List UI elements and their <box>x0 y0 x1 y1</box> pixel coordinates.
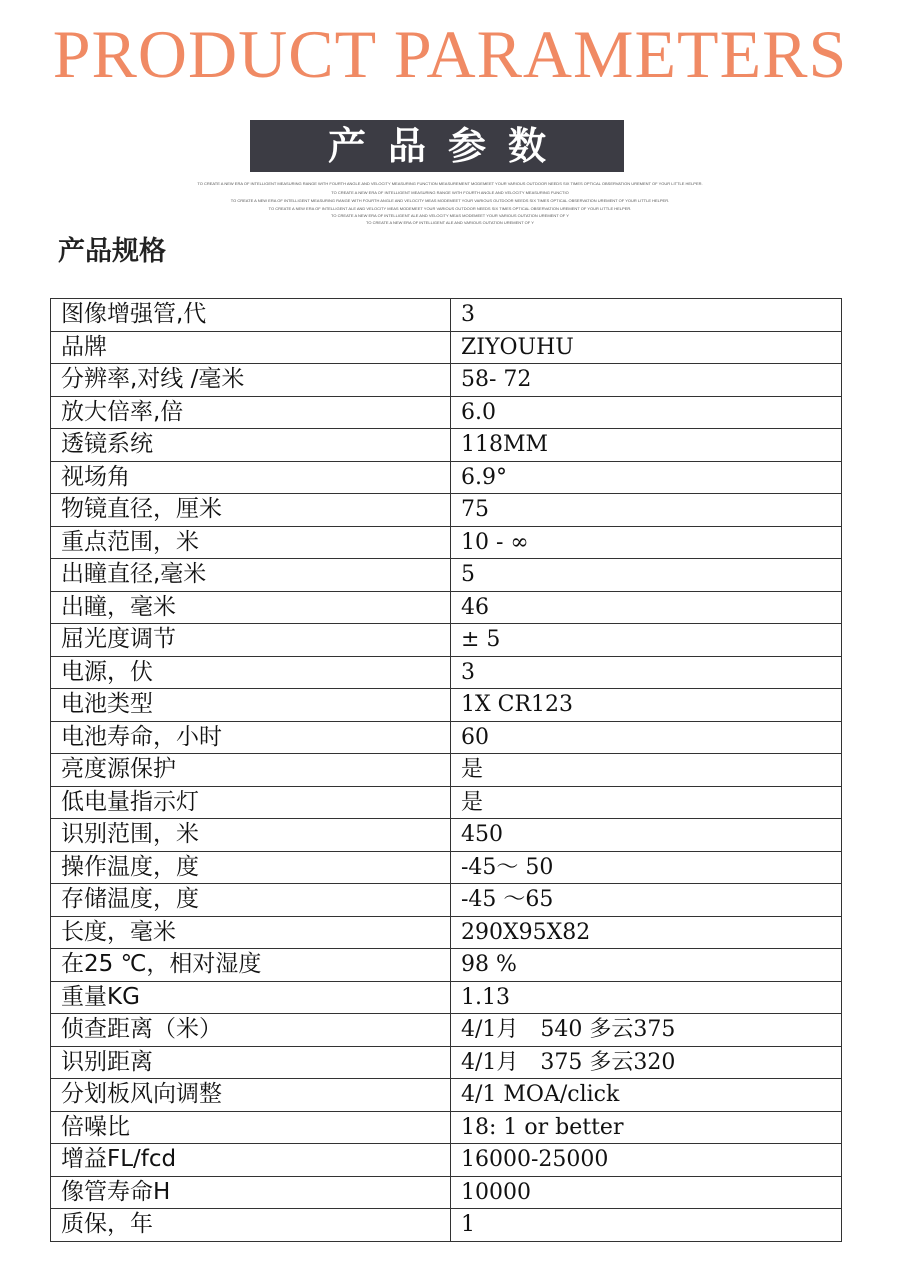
spec-row <box>51 559 842 592</box>
spec-value: -45～ 50 <box>451 851 842 884</box>
spec-value: 1.13 <box>451 981 842 1014</box>
spec-row <box>51 1144 842 1177</box>
spec-row <box>51 461 842 494</box>
spec-label: 分辨率,对线 /毫米 <box>51 364 451 397</box>
spec-label: 物镜直径，厘米 <box>51 494 451 527</box>
spec-row <box>51 1111 842 1144</box>
spec-value: 是 <box>451 786 842 819</box>
spec-value: 1 <box>451 1209 842 1242</box>
spec-label: 电源，伏 <box>51 656 451 689</box>
tagline-line: TO CREATE A NEW ERA OF INTELLIGENT MEASURING RANGE WITH FOURTH ANGLE AND VELOCITY MEAS MODEMEET YOUR VARIOUS OUTDOOR NEEDS SIX TIMES OPTICAL OBSERVATION UREMENT OF YOUR LITTLE HELPER. <box>230 198 670 203</box>
tagline-line: TO CREATE A NEW ERA OF INTELLIGENT MEASURING RANGE WITH FOURTH ANGLE AND VELOCITY MEASURING FUNCTIO <box>331 190 569 195</box>
spec-row <box>51 1079 842 1112</box>
spec-label: 质保，年 <box>51 1209 451 1242</box>
spec-row <box>51 754 842 787</box>
spec-value: 4/1月 540 多云375 <box>451 1014 842 1047</box>
spec-row <box>51 949 842 982</box>
spec-value: 16000-25000 <box>451 1144 842 1177</box>
spec-label: 电池类型 <box>51 689 451 722</box>
spec-value: 10 - ∞ <box>451 526 842 559</box>
spec-value: 290X95X82 <box>451 916 842 949</box>
spec-row <box>51 1046 842 1079</box>
spec-label: 在25 ℃，相对湿度 <box>51 949 451 982</box>
spec-label: 重点范围，米 <box>51 526 451 559</box>
spec-label: 品牌 <box>51 331 451 364</box>
spec-row <box>51 624 842 657</box>
spec-label: 视场角 <box>51 461 451 494</box>
spec-row <box>51 884 842 917</box>
spec-label: 重量KG <box>51 981 451 1014</box>
spec-row <box>51 819 842 852</box>
spec-label: 操作温度，度 <box>51 851 451 884</box>
spec-value: ± 5 <box>451 624 842 657</box>
spec-label: 识别距离 <box>51 1046 451 1079</box>
tagline-line: TO CREATE A NEW ERA OF INTELLIGENT ALE AND VELOCITY MEAS MODEMEET YOUR VARIOUS OUTATION UREMENT OF Y <box>331 213 569 218</box>
spec-label: 分划板风向调整 <box>51 1079 451 1112</box>
spec-value: 118MM <box>451 429 842 462</box>
spec-label: 倍噪比 <box>51 1111 451 1144</box>
spec-value: 98 % <box>451 949 842 982</box>
spec-label: 识别范围，米 <box>51 819 451 852</box>
spec-row <box>51 721 842 754</box>
spec-value: ZIYOUHU <box>451 331 842 364</box>
spec-value: 3 <box>451 299 842 332</box>
tagline-line: TO CREATE A NEW ERA OF INTELLIGENT ALE AND VARIOUS OUTATION UREMENT OF Y <box>366 220 534 225</box>
spec-label: 出瞳直径,毫米 <box>51 559 451 592</box>
spec-label: 出瞳，毫米 <box>51 591 451 624</box>
spec-label: 存储温度，度 <box>51 884 451 917</box>
spec-row <box>51 656 842 689</box>
spec-row <box>51 331 842 364</box>
spec-row <box>51 494 842 527</box>
spec-value: 1X CR123 <box>451 689 842 722</box>
spec-label: 放大倍率,倍 <box>51 396 451 429</box>
spec-label: 增益FL/fcd <box>51 1144 451 1177</box>
spec-value: 5 <box>451 559 842 592</box>
spec-row <box>51 851 842 884</box>
spec-value: 6.0 <box>451 396 842 429</box>
spec-label: 低电量指示灯 <box>51 786 451 819</box>
spec-row <box>51 1209 842 1242</box>
tagline-line: TO CREATE A NEW ERA OF INTELLIGENT MEASURING RANGE WITH FOURTH ANGLE AND VELOCITY MEASURING FUNCTION MEASUREMENT MODEMEET YOUR VARIOUS OUTDOOR NEEDS SIX TIMES OPTICAL OBSERVATION UREMENT OF YOUR LITTLE HELPER. <box>197 181 703 186</box>
spec-value: 4/1月 375 多云320 <box>451 1046 842 1079</box>
spec-value: 是 <box>451 754 842 787</box>
spec-row <box>51 364 842 397</box>
spec-row <box>51 786 842 819</box>
spec-value: 60 <box>451 721 842 754</box>
spec-row <box>51 299 842 332</box>
page-title-cn: 产品参数 <box>250 120 624 172</box>
spec-label: 图像增强管,代 <box>51 299 451 332</box>
page-title-en: PRODUCT PARAMETERS <box>52 16 848 92</box>
spec-value: 10000 <box>451 1176 842 1209</box>
spec-value: 450 <box>451 819 842 852</box>
spec-value: -45 ～65 <box>451 884 842 917</box>
spec-row <box>51 526 842 559</box>
spec-value: 58- 72 <box>451 364 842 397</box>
spec-row <box>51 1176 842 1209</box>
spec-row <box>51 1014 842 1047</box>
spec-value: 6.9° <box>451 461 842 494</box>
spec-value: 75 <box>451 494 842 527</box>
spec-label: 电池寿命，小时 <box>51 721 451 754</box>
spec-value: 18: 1 or better <box>451 1111 842 1144</box>
spec-value: 46 <box>451 591 842 624</box>
spec-row <box>51 591 842 624</box>
spec-row <box>51 429 842 462</box>
spec-label: 亮度源保护 <box>51 754 451 787</box>
spec-row <box>51 396 842 429</box>
spec-value: 3 <box>451 656 842 689</box>
spec-label: 屈光度调节 <box>51 624 451 657</box>
section-heading: 产品规格 <box>58 236 166 267</box>
spec-row <box>51 981 842 1014</box>
spec-label: 透镜系统 <box>51 429 451 462</box>
spec-label: 像管寿命H <box>51 1176 451 1209</box>
spec-row <box>51 916 842 949</box>
spec-label: 长度，毫米 <box>51 916 451 949</box>
tagline-line: TO CREATE A NEW ERA OF INTELLIGENT ALE AND VELOCITY MEAS MODEMEET YOUR VARIOUS OUTDOOR NEEDS SIX TIMES OPTICAL OBSERVATION UREMENT OF YOUR LITTLE HELPER. <box>268 206 632 211</box>
spec-label: 侦查距离（米） <box>51 1014 451 1047</box>
spec-row <box>51 689 842 722</box>
spec-value: 4/1 MOA/click <box>451 1079 842 1112</box>
spec-table <box>50 298 842 1242</box>
